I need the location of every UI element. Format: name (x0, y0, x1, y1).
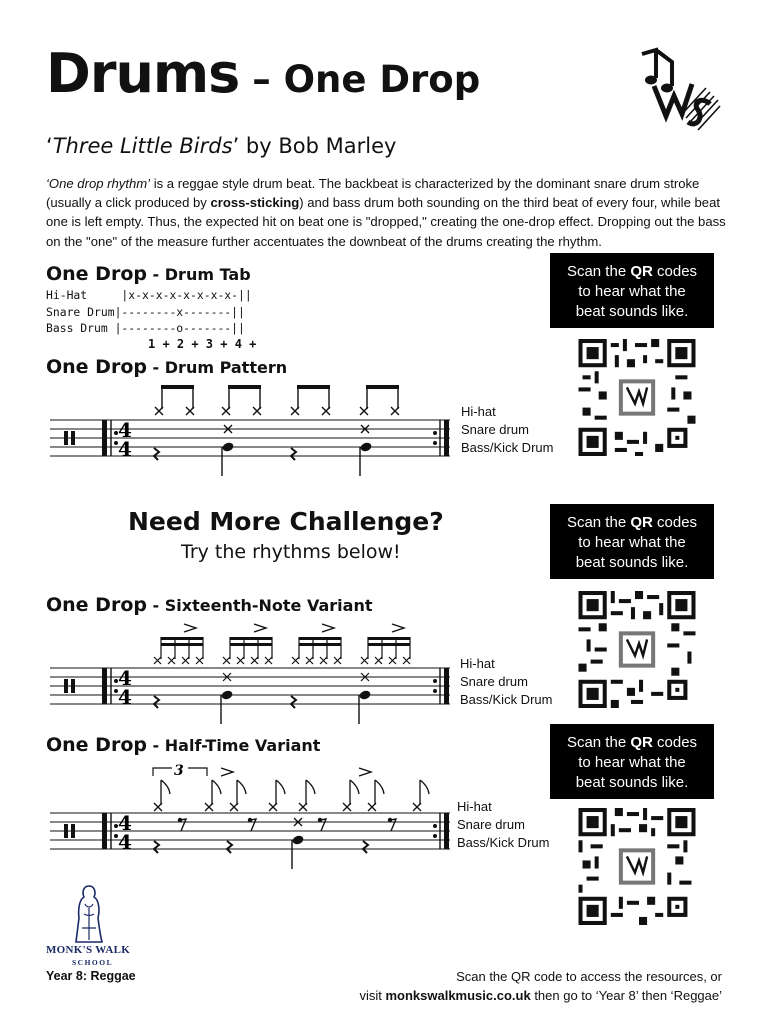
qr-text-post: codes (652, 263, 698, 280)
halftime-labels (457, 798, 549, 852)
footer-line-2 (359, 986, 722, 1005)
drum-pattern-heading (46, 356, 287, 378)
label-hihat: Hi-hat (460, 656, 495, 671)
qr-text-pre: Scan the (566, 514, 631, 531)
tab-count: 1 + 2 + 3 + 4 + (148, 337, 257, 351)
website-link[interactable]: monkswalkmusic.co.uk (385, 988, 531, 1003)
time-sig-bottom: 4 (118, 830, 132, 854)
qr-text-line3: beat sounds like. (575, 554, 689, 571)
qr-text-pre: Scan the (566, 734, 631, 751)
title-separator: – (239, 58, 284, 101)
qr-instruction-box-3 (550, 724, 714, 799)
qr-text-line3: beat sounds like. (575, 303, 689, 320)
intro-paragraph (46, 174, 736, 251)
school-sub: SCHOOL (72, 958, 114, 967)
qr-text-bold: QR (630, 514, 653, 531)
halftime-variant-staff (50, 758, 460, 873)
accent-marks (184, 624, 404, 632)
song-credit (46, 134, 396, 158)
quote-close: ’ (232, 134, 240, 158)
drum-tab (46, 287, 252, 337)
challenge-subheading: Try the rhythms below! (181, 541, 401, 563)
heading-main: One Drop (46, 263, 147, 285)
title-drums: Drums (46, 42, 240, 105)
qr-text-bold: QR (630, 263, 653, 280)
heading-main: One Drop (46, 734, 147, 756)
label-hihat: Hi-hat (457, 799, 492, 814)
heading-main: One Drop (46, 356, 147, 378)
time-sig-top: 4 (118, 418, 132, 442)
tab-line-hihat: Hi-Hat |x-x-x-x-x-x-x-x-|| (46, 288, 252, 302)
label-snare: Snare drum (461, 422, 529, 437)
heading-sub: - Sixteenth-Note Variant (146, 596, 373, 615)
sixteenth-variant-heading (46, 594, 372, 616)
drum-tab-heading (46, 263, 251, 285)
halftime-hihat-notes (154, 780, 429, 826)
heading-sub: - Drum Tab (146, 265, 251, 284)
qr-code-2[interactable] (576, 591, 698, 708)
hihat-notes (155, 386, 399, 415)
heading-main: One Drop (46, 594, 147, 616)
halftime-variant-heading (46, 734, 320, 756)
label-bass: Bass/Kick Drum (457, 835, 550, 850)
qr-text-bold: QR (630, 734, 653, 751)
time-sig-bottom: 4 (118, 685, 132, 709)
label-snare: Snare drum (457, 817, 525, 832)
intro-term: ‘One drop rhythm’ (46, 176, 151, 191)
qr-instruction-box-1 (550, 253, 714, 328)
qr-instruction-box-2 (550, 504, 714, 579)
pattern-labels (461, 403, 553, 457)
drum-pattern-staff (50, 380, 460, 480)
accent-marks (221, 768, 371, 776)
year-label: Year 8: Reggae (46, 969, 136, 983)
tab-line-snare: Snare Drum|--------x-------|| (46, 304, 245, 319)
footer-line-1: Scan the QR code to access the resources, or (456, 969, 722, 984)
qr-text-line2: to hear what the (578, 283, 686, 300)
intro-text-1: is a reggae style drum beat. The backbeat is characterized by the dominant snare drum stroke (usually a click produced by (46, 176, 700, 211)
title-subtitle: One Drop (283, 58, 481, 101)
footer-visit: visit (359, 988, 386, 1003)
heading-sub: - Half-Time Variant (146, 736, 321, 755)
qr-text-post: codes (652, 514, 698, 531)
label-hihat: Hi-hat (461, 404, 496, 419)
heading-sub: - Drum Pattern (146, 358, 288, 377)
intro-text-2: ) and bass drum both sounding on the third beat of every four, while beat one is left empty. Thus, the expected hit on beat one is "dropped," creating the one-drop effect. Dropping out the bass on the "one" of the measure further accentuates the downbeat of the drums creating the rhythm. (46, 195, 726, 249)
tab-line-bass: Bass Drum |--------o-------|| (46, 321, 245, 335)
qr-text-line3: beat sounds like. (575, 774, 689, 791)
qr-code-3[interactable] (576, 808, 698, 925)
footer-path: then go to ‘Year 8’ then ‘Reggae’ (530, 988, 722, 1003)
intro-bold: cross-sticking (210, 195, 300, 211)
time-sig-top: 4 (118, 666, 132, 690)
time-sig-top: 4 (118, 811, 132, 835)
qr-text-post: codes (652, 734, 698, 751)
footer-instructions (359, 967, 722, 1005)
time-sig-bottom: 4 (118, 437, 132, 461)
page-title (46, 42, 480, 105)
song-title: Three Little Birds (52, 134, 233, 158)
label-snare: Snare drum (460, 674, 528, 689)
school-name: MONK'S WALK (46, 944, 131, 956)
qr-text-pre: Scan the (566, 263, 631, 280)
music-logo-icon (632, 44, 722, 136)
label-bass: Bass/Kick Drum (461, 440, 554, 455)
monk-logo-icon (72, 884, 106, 944)
song-artist: by Bob Marley (239, 134, 397, 158)
qr-text-line2: to hear what the (578, 534, 686, 551)
sixteenth-variant-staff (50, 618, 460, 728)
qr-text-line2: to hear what the (578, 754, 686, 771)
sixteenth-labels (460, 655, 552, 709)
qr-code-1[interactable] (576, 339, 698, 456)
quote-open: ‘ (46, 134, 53, 158)
challenge-heading: Need More Challenge? (128, 507, 444, 536)
tuplet-number: 3 (174, 763, 184, 779)
label-bass: Bass/Kick Drum (460, 692, 553, 707)
